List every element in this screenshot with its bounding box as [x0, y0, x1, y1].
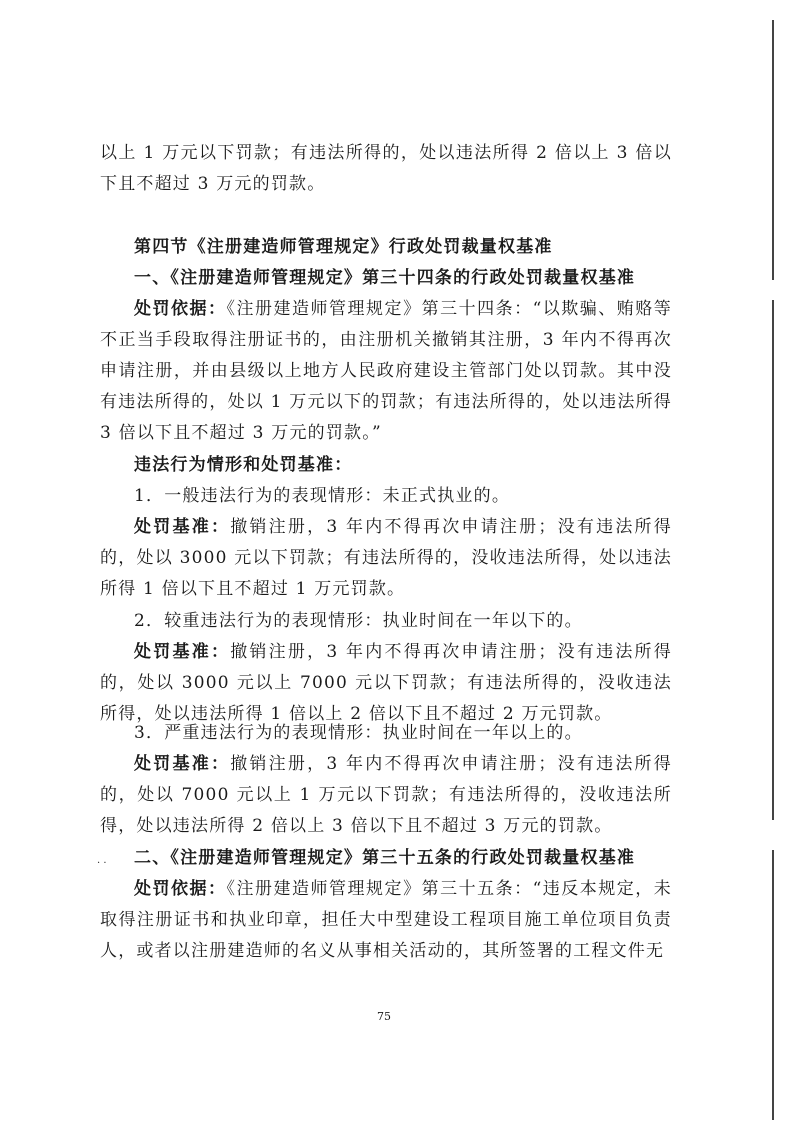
basis1-paragraph [100, 294, 672, 449]
standard1-paragraph [100, 512, 672, 605]
basis2-label: 处罚依据： [134, 879, 227, 899]
scan-edge-line [772, 300, 774, 820]
case3-text: 3．严重违法行为的表现情形：执业时间在一年以上的。 [134, 723, 583, 743]
standard2-text: 撤销注册，3 年内不得再次申请注册；没有违法所得的，处以 3000 元以上 7000 元以下罚款；有违法所得的，没收违法所得，处以违法所得 1 倍以上 2 倍以下且不超过 2 万元罚款。 [100, 642, 672, 724]
standard3-label: 处罚基准： [134, 754, 231, 774]
basis1-text: 《注册建造师管理规定》第三十四条：“以欺骗、贿赂等不正当手段取得注册证书的，由注册机关撤销其注册，3 年内不得再次申请注册，并由县级以上地方人民政府建设主管部门处以罚款。其中没有违法所得的，处以 1 万元以下的罚款；有违法所得的，处以违法所得 3 倍以下且不超过 3 万元的罚款。” [100, 299, 673, 443]
standard3-text: 撤销注册，3 年内不得再次申请注册；没有违法所得的，处以 7000 元以上 1 万元以下罚款；有违法所得的，没收违法所得，处以违法所得 2 倍以上 3 倍以下且不超过 3 万元的罚款。 [100, 754, 672, 836]
continuation-paragraph: 以上 1 万元以下罚款；有违法所得的，处以违法所得 2 倍以上 3 倍以下且不超过 3 万元的罚款。 [100, 143, 672, 194]
item1-title: 一、《注册建造师管理规定》第三十四条的行政处罚裁量权基准 [134, 268, 636, 288]
basis2-text: 《注册建造师管理规定》第三十五条：“违反本规定，未取得注册证书和执业印章，担任大中型建设工程项目施工单位项目负责人，或者以注册建造师的名义从事相关活动的，其所签署的工程文件无 [100, 879, 673, 961]
standard3-paragraph [100, 749, 672, 842]
scan-edge-line [772, 850, 774, 1120]
situation-title: 违法行为情形和处罚基准： [134, 455, 353, 475]
scan-edge-line [772, 20, 774, 280]
standard2-paragraph [100, 637, 672, 730]
section-title: 第四节《注册建造师管理规定》行政处罚裁量权基准 [134, 237, 553, 257]
basis2-paragraph [100, 874, 672, 967]
case1-text: 1．一般违法行为的表现情形：未正式执业的。 [134, 486, 511, 506]
basis1-label: 处罚依据： [134, 299, 227, 319]
page-number: 75 [377, 1010, 391, 1023]
standard2-label: 处罚基准： [134, 642, 231, 662]
standard1-text: 撤销注册，3 年内不得再次申请注册；没有违法所得的，处以 3000 元以下罚款；有违法所得的，没收违法所得，处以违法所得 1 倍以下且不超过 1 万元罚款。 [100, 517, 672, 599]
case2-text: 2．较重违法行为的表现情形：执业时间在一年以下的。 [134, 611, 583, 631]
margin-mark: · · [97, 858, 107, 869]
item2-title: 二、《注册建造师管理规定》第三十五条的行政处罚裁量权基准 [134, 848, 636, 868]
standard1-label: 处罚基准： [134, 517, 231, 537]
